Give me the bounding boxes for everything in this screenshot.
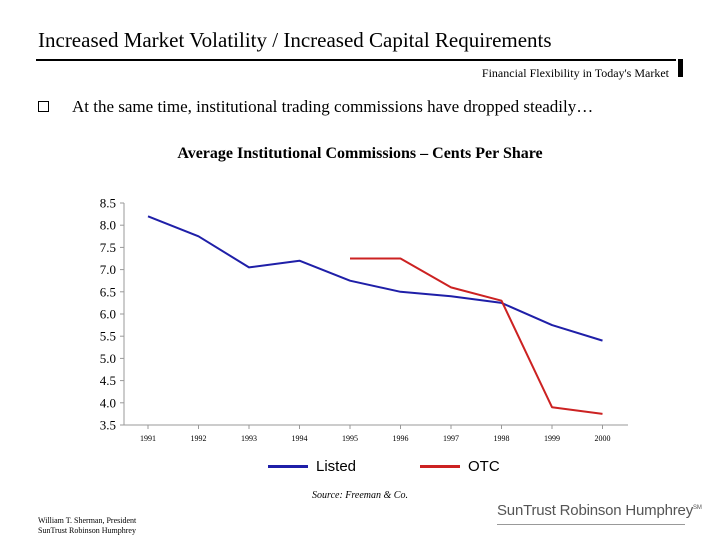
logo-rule <box>497 524 685 525</box>
x-tick-label: 1998 <box>493 434 510 443</box>
series-line-listed <box>148 216 603 340</box>
y-tick-label: 3.5 <box>99 417 116 433</box>
x-tick-label: 1995 <box>342 434 358 443</box>
legend-label-otc: OTC <box>468 458 500 475</box>
source-note: Source: Freeman & Co. <box>312 490 408 501</box>
footer-name: William T. Sherman, President <box>38 516 137 525</box>
y-tick-label: 5.5 <box>99 328 116 344</box>
slide-title: Increased Market Volatility / Increased Capital Requirements <box>38 28 552 52</box>
x-tick-label: 1993 <box>241 434 257 443</box>
legend-item-listed <box>268 458 356 475</box>
y-tick-label: 4.0 <box>99 395 116 411</box>
series-line-otc <box>350 259 603 414</box>
x-tick-label: 1992 <box>190 434 207 443</box>
x-tick-label: 2000 <box>594 434 611 443</box>
y-tick-label: 4.5 <box>99 373 116 389</box>
logo-mark: SM <box>693 505 702 511</box>
footer-company: SunTrust Robinson Humphrey <box>38 526 136 535</box>
y-tick-label: 7.0 <box>99 262 116 278</box>
y-tick-label: 6.0 <box>99 306 116 322</box>
y-tick-label: 6.5 <box>99 284 116 300</box>
x-tick-label: 1994 <box>291 434 308 443</box>
legend-label-listed: Listed <box>316 458 357 475</box>
x-tick-label: 1997 <box>443 434 459 443</box>
x-tick-label: 1996 <box>392 434 409 443</box>
legend-item-otc <box>420 458 500 475</box>
legend-swatch-otc <box>420 465 460 468</box>
legend-swatch-listed <box>268 465 308 468</box>
slide-subtitle: Financial Flexibility in Today's Market <box>481 66 669 80</box>
y-tick-label: 8.5 <box>99 195 116 211</box>
logo-text: SunTrust Robinson Humphrey <box>497 502 694 519</box>
bullet-text: At the same time, institutional trading commissions have dropped steadily… <box>72 97 594 116</box>
company-logo <box>497 502 702 519</box>
x-tick-label: 1991 <box>140 434 156 443</box>
chart-title: Average Institutional Commissions – Cents Per Share <box>177 145 543 162</box>
y-tick-label: 8.0 <box>99 217 116 233</box>
x-tick-label: 1999 <box>544 434 560 443</box>
y-tick-label: 5.0 <box>99 350 116 366</box>
footer-credit <box>38 516 136 536</box>
y-tick-label: 7.5 <box>99 239 116 255</box>
